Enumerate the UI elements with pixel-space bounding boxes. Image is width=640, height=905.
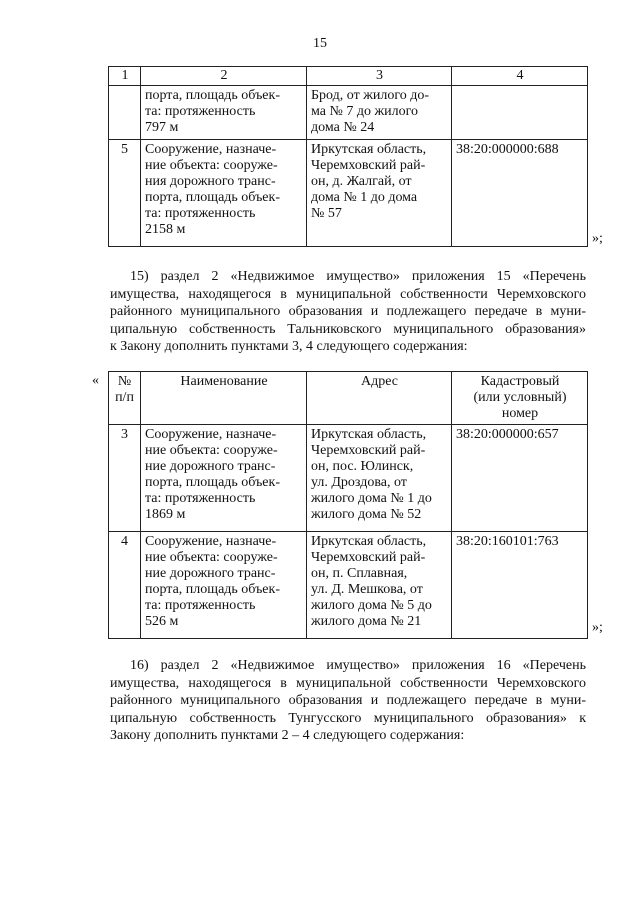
table-row xyxy=(109,425,588,532)
cadastral-number xyxy=(452,86,588,140)
cadastral-number: 38:20:000000:688 xyxy=(452,140,588,247)
amendment-paragraph-16: 16) раздел 2 «Недвижимое имущество» приложения 16 «Перечень имущества, находящегося в муниципальной собственности Черемховского районного муниципального образования и подлежащего передаче в муни- ципальную собственность Тунгусского муниципального образования» к Закону дополнить пунктами 2 – 4 следующего содержания: xyxy=(110,658,586,744)
table-row xyxy=(109,140,588,247)
cadastral-number: 38:20:000000:657 xyxy=(452,425,588,532)
column-number-header: 1 xyxy=(109,67,141,86)
amendment-paragraph-15: 15) раздел 2 «Недвижимое имущество» приложения 15 «Перечень имущества, находящегося в муниципальной собственности Черемховского районного муниципального образования и подлежащего передаче в муни- ципальную собственность Тальниковского муниципального образования» к Закону дополнить пунктами 3, 4 следующего содержания: xyxy=(110,269,586,355)
cadastral-column-header: Кадастровый (или условный) номер xyxy=(452,372,588,425)
table-row xyxy=(109,86,588,140)
closing-quote-mark: »; xyxy=(592,620,603,635)
row-number xyxy=(109,86,141,140)
property-name: Сооружение, назначе- ние объекта: сооруже- ния дорожного транс- порта, площадь объек- та: протяженность 2158 м xyxy=(141,140,307,247)
row-number: 5 xyxy=(109,140,141,247)
column-number-header: 2 xyxy=(141,67,307,86)
property-name: порта, площадь объек- та: протяженность 797 м xyxy=(141,86,307,140)
page-number: 15 xyxy=(313,36,327,51)
property-address: Брод, от жилого до- ма № 7 до жилого дома № 24 xyxy=(307,86,452,140)
property-table-continued xyxy=(108,66,588,247)
column-number-header: 3 xyxy=(307,67,452,86)
property-address: Иркутская область, Черемховский рай- он, д. Жалгай, от дома № 1 до дома № 57 xyxy=(307,140,452,247)
property-name: Сооружение, назначе- ние объекта: сооруже- ние дорожного транс- порта, площадь объек- та: протяженность 1869 м xyxy=(141,425,307,532)
column-number-header: 4 xyxy=(452,67,588,86)
property-name: Сооружение, назначе- ние объекта: сооруже- ние дорожного транс- порта, площадь объек- та: протяженность 526 м xyxy=(141,532,307,639)
row-number-header: № п/п xyxy=(109,372,141,425)
table-header-row xyxy=(109,67,588,86)
row-number: 3 xyxy=(109,425,141,532)
address-column-header: Адрес xyxy=(307,372,452,425)
opening-quote-mark: « xyxy=(92,373,99,388)
property-address: Иркутская область, Черемховский рай- он, пос. Юлинск, ул. Дроздова, от жилого дома № 1 до жилого дома № 52 xyxy=(307,425,452,532)
closing-quote-mark: »; xyxy=(592,231,603,246)
table-header-row xyxy=(109,372,588,425)
property-address: Иркутская область, Черемховский рай- он, п. Сплавная, ул. Д. Мешкова, от жилого дома № 5 до жилого дома № 21 xyxy=(307,532,452,639)
property-table-talnikovskoe xyxy=(108,371,588,639)
row-number: 4 xyxy=(109,532,141,639)
table-row xyxy=(109,532,588,639)
cadastral-number: 38:20:160101:763 xyxy=(452,532,588,639)
name-column-header: Наименование xyxy=(141,372,307,425)
